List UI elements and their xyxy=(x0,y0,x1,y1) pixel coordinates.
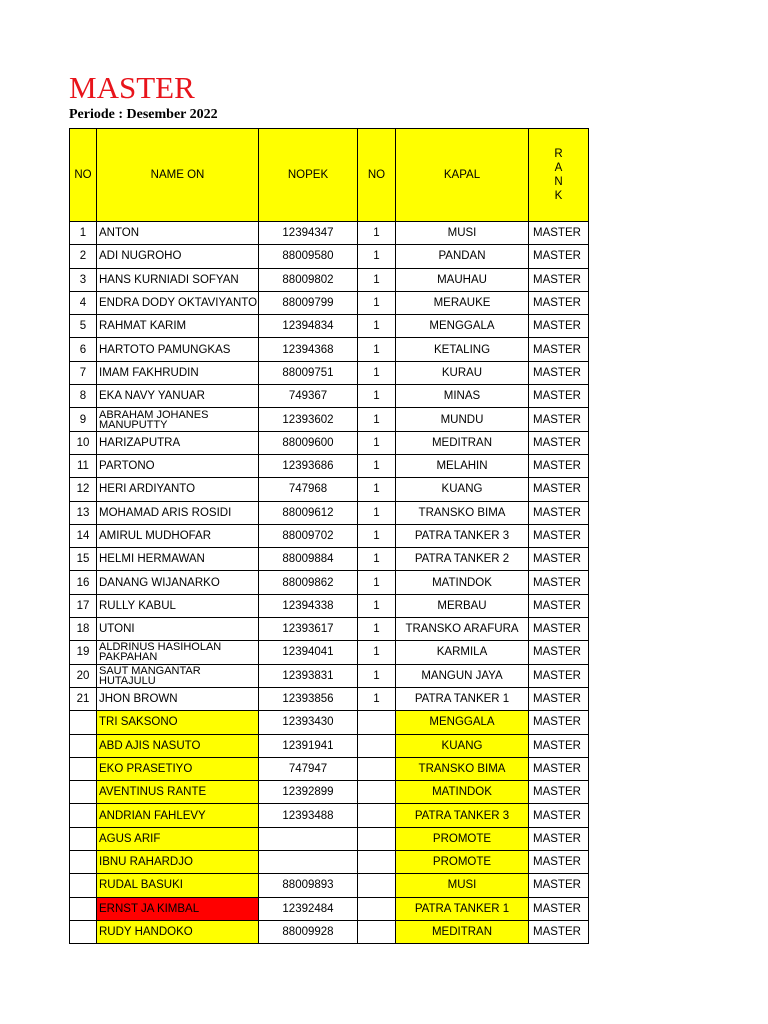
cell-kapal: PATRA TANKER 1 xyxy=(396,897,529,920)
cell-name: EKO PRASETIYO xyxy=(97,757,259,780)
cell-rank: MASTER xyxy=(529,408,589,431)
table-row xyxy=(70,431,589,454)
cell-rank: MASTER xyxy=(529,571,589,594)
cell-kapal: PATRA TANKER 1 xyxy=(396,687,529,710)
cell-no: 14 xyxy=(70,524,97,547)
cell-no2 xyxy=(358,827,396,850)
cell-no2: 1 xyxy=(358,664,396,687)
cell-no2: 1 xyxy=(358,548,396,571)
cell-name: AVENTINUS RANTE xyxy=(97,781,259,804)
cell-no2: 1 xyxy=(358,338,396,361)
cell-no: 3 xyxy=(70,268,97,291)
cell-nopek: 88009702 xyxy=(259,524,358,547)
cell-no: 8 xyxy=(70,385,97,408)
cell-kapal: MEDITRAN xyxy=(396,920,529,943)
cell-kapal: KUANG xyxy=(396,478,529,501)
header-name: NAME ON xyxy=(97,129,259,222)
table-row xyxy=(70,687,589,710)
cell-kapal: KARMILA xyxy=(396,641,529,664)
cell-name: ABRAHAM JOHANES MANUPUTTY xyxy=(97,408,259,431)
cell-kapal: KUANG xyxy=(396,734,529,757)
cell-kapal: MATINDOK xyxy=(396,781,529,804)
cell-kapal: MUSI xyxy=(396,874,529,897)
header-rank xyxy=(529,129,589,222)
cell-no xyxy=(70,920,97,943)
cell-rank: MASTER xyxy=(529,385,589,408)
header-kapal: KAPAL xyxy=(396,129,529,222)
header-rank-letter: K xyxy=(554,190,563,202)
table-row xyxy=(70,664,589,687)
table-row xyxy=(70,757,589,780)
cell-kapal: PATRA TANKER 3 xyxy=(396,524,529,547)
cell-no: 16 xyxy=(70,571,97,594)
table-row xyxy=(70,897,589,920)
cell-no2: 1 xyxy=(358,361,396,384)
cell-no2 xyxy=(358,804,396,827)
cell-no2 xyxy=(358,851,396,874)
cell-kapal: TRANSKO ARAFURA xyxy=(396,618,529,641)
table-row xyxy=(70,571,589,594)
cell-no2: 1 xyxy=(358,524,396,547)
cell-kapal: MERBAU xyxy=(396,594,529,617)
cell-nopek: 12393831 xyxy=(259,664,358,687)
cell-name: IMAM FAKHRUDIN xyxy=(97,361,259,384)
cell-no2: 1 xyxy=(358,245,396,268)
cell-nopek: 12393856 xyxy=(259,687,358,710)
cell-no2: 1 xyxy=(358,687,396,710)
cell-rank: MASTER xyxy=(529,851,589,874)
cell-name: SAUT MANGANTAR HUTAJULU xyxy=(97,664,259,687)
cell-no2 xyxy=(358,711,396,734)
cell-kapal: KURAU xyxy=(396,361,529,384)
cell-nopek: 12393617 xyxy=(259,618,358,641)
cell-no2: 1 xyxy=(358,641,396,664)
cell-name: MOHAMAD ARIS ROSIDI xyxy=(97,501,259,524)
cell-nopek: 12392899 xyxy=(259,781,358,804)
cell-rank: MASTER xyxy=(529,827,589,850)
table-row xyxy=(70,827,589,850)
cell-no xyxy=(70,734,97,757)
cell-name: HARIZAPUTRA xyxy=(97,431,259,454)
cell-rank: MASTER xyxy=(529,687,589,710)
cell-nopek: 88009751 xyxy=(259,361,358,384)
cell-no: 21 xyxy=(70,687,97,710)
cell-rank: MASTER xyxy=(529,291,589,314)
cell-no xyxy=(70,851,97,874)
cell-nopek: 12392484 xyxy=(259,897,358,920)
cell-no2 xyxy=(358,734,396,757)
cell-nopek: 88009893 xyxy=(259,874,358,897)
cell-nopek: 747947 xyxy=(259,757,358,780)
table-row xyxy=(70,361,589,384)
table-row xyxy=(70,385,589,408)
cell-name: ANTON xyxy=(97,222,259,245)
header-rank-letter: R xyxy=(554,148,563,160)
table-row xyxy=(70,781,589,804)
cell-rank: MASTER xyxy=(529,711,589,734)
cell-kapal: MEDITRAN xyxy=(396,431,529,454)
cell-name: ABD AJIS NASUTO xyxy=(97,734,259,757)
cell-name: HERI ARDIYANTO xyxy=(97,478,259,501)
table-row xyxy=(70,291,589,314)
cell-nopek: 88009612 xyxy=(259,501,358,524)
cell-nopek: 12393686 xyxy=(259,454,358,477)
cell-no: 13 xyxy=(70,501,97,524)
cell-no: 11 xyxy=(70,454,97,477)
cell-nopek: 12394347 xyxy=(259,222,358,245)
header-no: NO xyxy=(70,129,97,222)
cell-no2: 1 xyxy=(358,571,396,594)
table-row xyxy=(70,222,589,245)
cell-name: HANS KURNIADI SOFYAN xyxy=(97,268,259,291)
cell-no: 17 xyxy=(70,594,97,617)
cell-no: 20 xyxy=(70,664,97,687)
cell-no: 10 xyxy=(70,431,97,454)
cell-nopek: 88009799 xyxy=(259,291,358,314)
cell-no: 4 xyxy=(70,291,97,314)
table-row xyxy=(70,501,589,524)
header-rank-letter: A xyxy=(554,162,563,174)
cell-no2: 1 xyxy=(358,408,396,431)
cell-name: TRI SAKSONO xyxy=(97,711,259,734)
cell-kapal: MANGUN JAYA xyxy=(396,664,529,687)
cell-rank: MASTER xyxy=(529,431,589,454)
cell-kapal: PATRA TANKER 2 xyxy=(396,548,529,571)
cell-kapal: MATINDOK xyxy=(396,571,529,594)
cell-no xyxy=(70,781,97,804)
cell-rank: MASTER xyxy=(529,874,589,897)
table-row xyxy=(70,920,589,943)
table-row xyxy=(70,245,589,268)
cell-no2: 1 xyxy=(358,385,396,408)
cell-nopek: 12394368 xyxy=(259,338,358,361)
table-row xyxy=(70,408,589,431)
cell-name: JHON BROWN xyxy=(97,687,259,710)
cell-kapal: TRANSKO BIMA xyxy=(396,757,529,780)
cell-rank: MASTER xyxy=(529,222,589,245)
cell-nopek: 749367 xyxy=(259,385,358,408)
cell-name: ENDRA DODY OKTAVIYANTO xyxy=(97,291,259,314)
cell-nopek: 12393488 xyxy=(259,804,358,827)
cell-no xyxy=(70,804,97,827)
cell-nopek: 88009600 xyxy=(259,431,358,454)
cell-rank: MASTER xyxy=(529,338,589,361)
cell-name: AMIRUL MUDHOFAR xyxy=(97,524,259,547)
table-row xyxy=(70,734,589,757)
cell-no xyxy=(70,711,97,734)
cell-no xyxy=(70,757,97,780)
cell-no: 2 xyxy=(70,245,97,268)
table-body xyxy=(70,222,589,944)
cell-rank: MASTER xyxy=(529,734,589,757)
cell-rank: MASTER xyxy=(529,478,589,501)
cell-no: 6 xyxy=(70,338,97,361)
cell-name: RUDY HANDOKO xyxy=(97,920,259,943)
cell-no: 15 xyxy=(70,548,97,571)
table-row xyxy=(70,548,589,571)
table-row xyxy=(70,711,589,734)
cell-nopek: 12391941 xyxy=(259,734,358,757)
period-label: Periode : Desember 2022 xyxy=(69,107,218,122)
cell-no2 xyxy=(358,897,396,920)
cell-no2 xyxy=(358,920,396,943)
cell-rank: MASTER xyxy=(529,618,589,641)
cell-nopek: 88009884 xyxy=(259,548,358,571)
cell-name: RULLY KABUL xyxy=(97,594,259,617)
cell-no2: 1 xyxy=(358,291,396,314)
cell-name: RAHMAT KARIM xyxy=(97,315,259,338)
cell-no: 18 xyxy=(70,618,97,641)
cell-nopek: 12394834 xyxy=(259,315,358,338)
cell-no2: 1 xyxy=(358,431,396,454)
cell-no2 xyxy=(358,874,396,897)
cell-rank: MASTER xyxy=(529,804,589,827)
table-row xyxy=(70,524,589,547)
cell-rank: MASTER xyxy=(529,361,589,384)
cell-nopek: 12394338 xyxy=(259,594,358,617)
cell-kapal: MUSI xyxy=(396,222,529,245)
cell-rank: MASTER xyxy=(529,594,589,617)
cell-rank: MASTER xyxy=(529,548,589,571)
cell-no: 7 xyxy=(70,361,97,384)
cell-no xyxy=(70,827,97,850)
cell-kapal: MENGGALA xyxy=(396,315,529,338)
cell-kapal: MUNDU xyxy=(396,408,529,431)
cell-no2: 1 xyxy=(358,501,396,524)
cell-rank: MASTER xyxy=(529,641,589,664)
cell-no2: 1 xyxy=(358,268,396,291)
table-row xyxy=(70,454,589,477)
cell-no2 xyxy=(358,781,396,804)
cell-no: 19 xyxy=(70,641,97,664)
cell-nopek: 88009862 xyxy=(259,571,358,594)
cell-no: 1 xyxy=(70,222,97,245)
cell-nopek: 12394041 xyxy=(259,641,358,664)
table-row xyxy=(70,594,589,617)
cell-kapal: PATRA TANKER 3 xyxy=(396,804,529,827)
cell-nopek: 88009802 xyxy=(259,268,358,291)
table-row xyxy=(70,315,589,338)
cell-no: 12 xyxy=(70,478,97,501)
cell-rank: MASTER xyxy=(529,268,589,291)
table-row xyxy=(70,268,589,291)
table-row xyxy=(70,851,589,874)
cell-kapal: TRANSKO BIMA xyxy=(396,501,529,524)
cell-name: HARTOTO PAMUNGKAS xyxy=(97,338,259,361)
cell-kapal: MELAHIN xyxy=(396,454,529,477)
table-row xyxy=(70,478,589,501)
cell-rank: MASTER xyxy=(529,245,589,268)
cell-rank: MASTER xyxy=(529,757,589,780)
cell-kapal: PANDAN xyxy=(396,245,529,268)
cell-kapal: PROMOTE xyxy=(396,827,529,850)
cell-name: ADI NUGROHO xyxy=(97,245,259,268)
table-row xyxy=(70,804,589,827)
header-no2: NO xyxy=(358,129,396,222)
cell-rank: MASTER xyxy=(529,524,589,547)
cell-no2: 1 xyxy=(358,618,396,641)
cell-kapal: MENGGALA xyxy=(396,711,529,734)
cell-rank: MASTER xyxy=(529,664,589,687)
cell-rank: MASTER xyxy=(529,501,589,524)
cell-name: UTONI xyxy=(97,618,259,641)
cell-kapal: PROMOTE xyxy=(396,851,529,874)
table-row xyxy=(70,641,589,664)
cell-no2: 1 xyxy=(358,454,396,477)
cell-kapal: MINAS xyxy=(396,385,529,408)
cell-nopek: 88009580 xyxy=(259,245,358,268)
table-row xyxy=(70,338,589,361)
cell-no2: 1 xyxy=(358,315,396,338)
cell-no xyxy=(70,874,97,897)
header-row xyxy=(70,129,589,222)
cell-name: PARTONO xyxy=(97,454,259,477)
cell-kapal: MAUHAU xyxy=(396,268,529,291)
cell-no: 5 xyxy=(70,315,97,338)
cell-name: ALDRINUS HASIHOLAN PAKPAHAN xyxy=(97,641,259,664)
cell-nopek xyxy=(259,827,358,850)
table-row xyxy=(70,618,589,641)
cell-kapal: KETALING xyxy=(396,338,529,361)
cell-nopek: 12393602 xyxy=(259,408,358,431)
cell-name: HELMI HERMAWAN xyxy=(97,548,259,571)
cell-name: AGUS ARIF xyxy=(97,827,259,850)
header-rank-letter: N xyxy=(554,176,563,188)
cell-nopek: 88009928 xyxy=(259,920,358,943)
cell-no2: 1 xyxy=(358,594,396,617)
cell-no xyxy=(70,897,97,920)
cell-rank: MASTER xyxy=(529,315,589,338)
cell-name: IBNU RAHARDJO xyxy=(97,851,259,874)
cell-rank: MASTER xyxy=(529,897,589,920)
cell-name: ANDRIAN FAHLEVY xyxy=(97,804,259,827)
cell-name: RUDAL BASUKI xyxy=(97,874,259,897)
cell-no: 9 xyxy=(70,408,97,431)
cell-nopek: 747968 xyxy=(259,478,358,501)
cell-no2: 1 xyxy=(358,478,396,501)
cell-nopek: 12393430 xyxy=(259,711,358,734)
page-title: MASTER xyxy=(69,70,195,105)
cell-name: EKA NAVY YANUAR xyxy=(97,385,259,408)
table-row xyxy=(70,874,589,897)
cell-no2 xyxy=(358,757,396,780)
cell-name: DANANG WIJANARKO xyxy=(97,571,259,594)
cell-rank: MASTER xyxy=(529,781,589,804)
cell-kapal: MERAUKE xyxy=(396,291,529,314)
cell-rank: MASTER xyxy=(529,920,589,943)
cell-name: ERNST JA KIMBAL xyxy=(97,897,259,920)
master-table xyxy=(69,128,589,944)
cell-nopek xyxy=(259,851,358,874)
header-nopek: NOPEK xyxy=(259,129,358,222)
cell-no2: 1 xyxy=(358,222,396,245)
cell-rank: MASTER xyxy=(529,454,589,477)
